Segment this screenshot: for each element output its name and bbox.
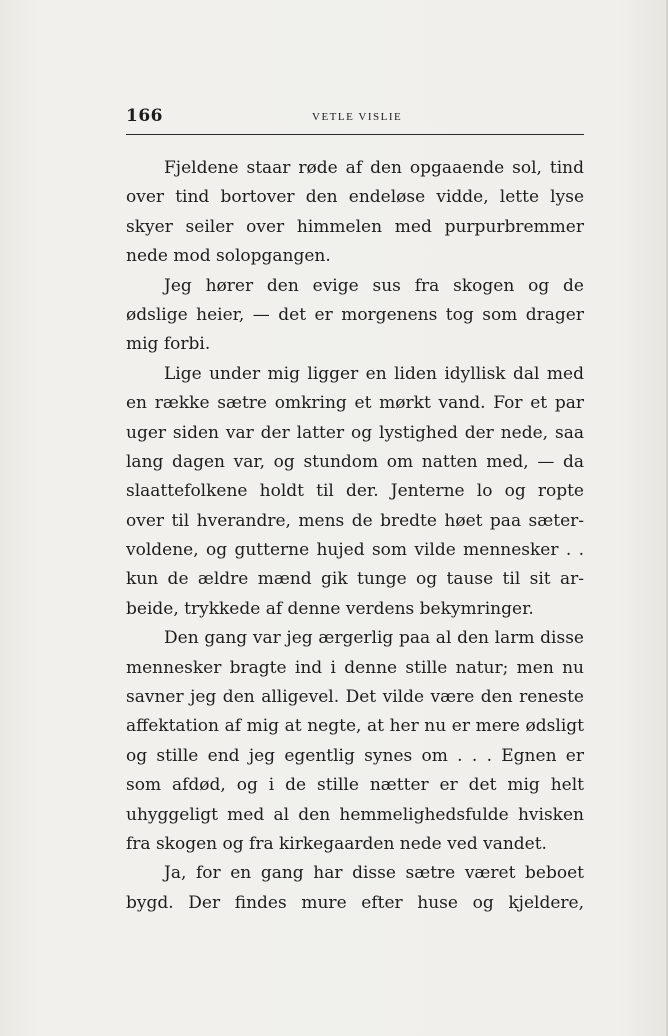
text-line: skyer seiler over himmelen med purpurbremmer [126,216,584,237]
running-head: VETLE VISLIE [312,111,403,123]
text-line: over til hverandre, mens de bredte høet paa sæter- [126,510,584,531]
text-line: bygd. Der findes mure efter huse og kjeldere, [126,892,584,913]
text-line: slaattefolkene holdt til der. Jenterne lo og ropte [126,481,584,502]
text-line: en række sætre omkring et mørkt vand. For et par [126,393,584,414]
text-line: ødslige heier, — det er morgenens tog som drager [126,304,584,325]
text-line: affektation af mig at negte, at her nu er mere ødsligt [126,716,584,737]
text-line: mennesker bragte ind i denne stille natur; men nu [126,657,584,678]
text-line: Ja, for en gang har disse sætre været beboet [164,863,584,884]
text-line: kun de ældre mænd gik tunge og tause til sit ar- [126,569,584,590]
page-header [126,104,584,132]
text-line: beide, trykkede af denne verdens bekymringer. [126,598,534,619]
text-line: og stille end jeg egentlig synes om . . . Egnen er [126,745,584,766]
text-line: uger siden var der latter og lystighed der nede, saa [126,422,584,443]
header-rule [126,134,584,135]
text-line: voldene, og gutterne hujed som vilde mennesker . . [126,540,584,561]
text-line: nede mod solopgangen. [126,246,331,267]
text-line: Jeg hører den evige sus fra skogen og de [164,275,584,296]
text-line: over tind bortover den endeløse vidde, lette lyse [126,187,584,208]
text-line: uhyggeligt med al den hemmelighedsfulde hvisken [126,804,584,825]
page-number: 166 [126,106,163,126]
text-line: fra skogen og fra kirkegaarden nede ved vandet. [126,833,547,854]
body-text [126,154,584,918]
text-line: Fjeldene staar røde af den opgaaende sol, tind [164,158,584,178]
text-line: mig forbi. [126,334,211,355]
text-line: Lige under mig ligger en liden idyllisk dal med [164,363,584,384]
text-line: lang dagen var, og stundom om natten med, — da [126,451,584,472]
text-line: savner jeg den alligevel. Det vilde være den reneste [126,687,584,708]
text-line: som afdød, og i de stille nætter er det mig helt [126,775,584,796]
text-line: Den gang var jeg ærgerlig paa al den larm disse [164,628,584,649]
